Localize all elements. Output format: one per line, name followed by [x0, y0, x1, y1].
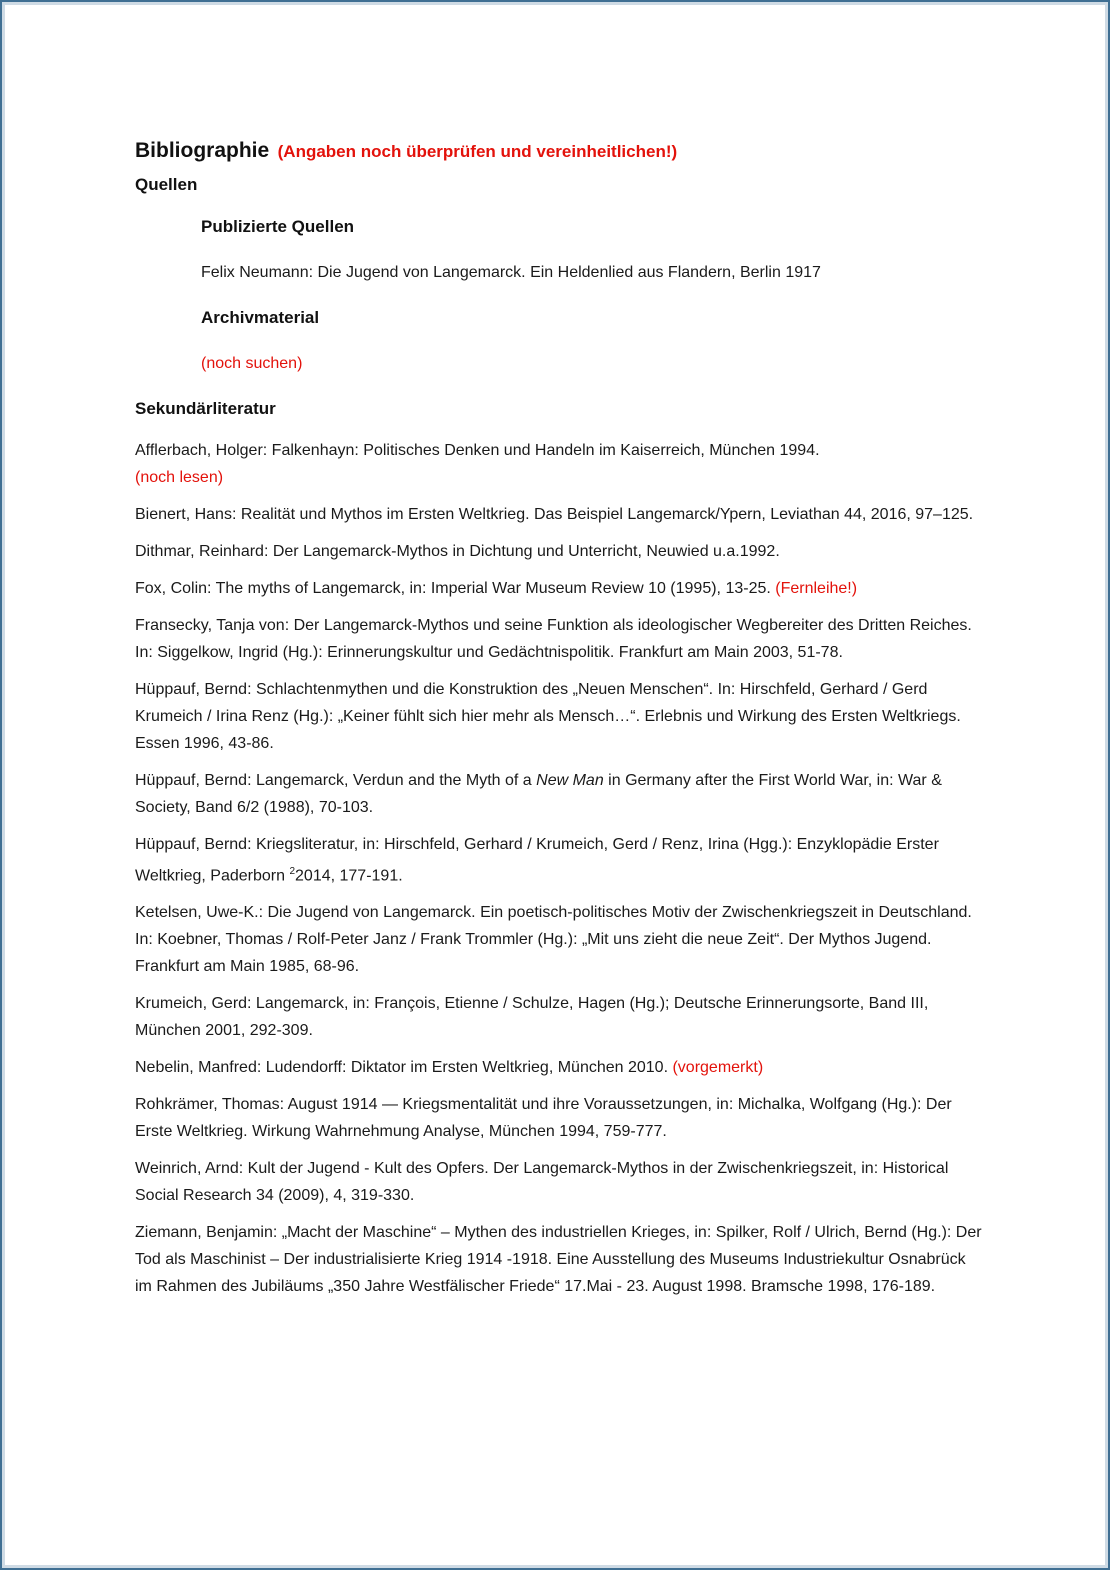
entry-text: Ziemann, Benjamin: „Macht der Maschine“ – Mythen des industriellen Krieges, in: Spilker, Rolf / Ulrich, Bernd (Hg.): Der Tod als Maschinist – Der industrialisierte Krieg 1914 -1918. Eine Ausstellung des Museums Industriekultur Osnabrück im Rahmen des Jubiläums „350 Jahre Westfälischer Friede“ 17.Mai - 23. August 1998. Bramsche 1998, 176-189.: [135, 1224, 982, 1296]
archivmaterial-note: (noch suchen): [201, 355, 303, 372]
entry-text: Dithmar, Reinhard: Der Langemarck-Mythos in Dichtung und Unterricht, Neuwied u.a.1992.: [135, 543, 780, 560]
bibliography-entry: [135, 767, 985, 821]
entry-text: Weinrich, Arnd: Kult der Jugend - Kult des Opfers. Der Langemarck-Mythos in der Zwischenkriegszeit, in: Historical Social Research 34 (2009), 4, 319-330.: [135, 1160, 949, 1205]
publizierte-quellen-heading: Publizierte Quellen: [201, 217, 355, 236]
archivmaterial-heading: Archivmaterial: [201, 308, 320, 327]
entry-text: Hüppauf, Bernd: Schlachtenmythen und die Konstruktion des „Neuen Menschen“. In: Hirschfeld, Gerhard / Gerd Krumeich / Irina Renz (Hg.): „Keiner fühlt sich hier mehr als Mensch…“. Erlebnis und Wirkung des Ersten Weltkriegs. Essen 1996, 43-86.: [135, 681, 961, 752]
entry-text: Rohkrämer, Thomas: August 1914 — Kriegsmentalität und ihre Voraussetzungen, in: Michalka, Wolfgang (Hg.): Der Erste Weltkrieg. Wirkung Wahrnehmung Analyse, München 1994, 759-777.: [135, 1096, 952, 1141]
entry-text: Hüppauf, Bernd: Langemarck, Verdun and the Myth of a: [135, 772, 537, 789]
entry-text: 2014, 177-191.: [295, 867, 403, 885]
entry-text: Fox, Colin: The myths of Langemarck, in: Imperial War Museum Review 10 (1995), 13-25.: [135, 580, 771, 597]
bibliography-entry: [135, 831, 985, 889]
bibliography-entry: [135, 575, 985, 602]
title-text: Bibliographie: [135, 139, 270, 162]
entry-text: Krumeich, Gerd: Langemarck, in: François, Etienne / Schulze, Hagen (Hg.); Deutsche Erinnerungsorte, Band III, München 2001, 292-309.: [135, 995, 929, 1040]
entry-text: in Germany after the First World War, in: War & Society, Band 6/2 (1988), 70-103.: [135, 772, 942, 816]
entry-text: Fransecky, Tanja von: Der Langemarck-Mythos und seine Funktion als ideologischer Wegbereiter des Dritten Reiches. In: Siggelkow, Ingrid (Hg.): Erinnerungskultur und Gedächtnispolitik. Frankfurt am Main 2003, 51-78.: [135, 617, 972, 661]
bibliography-entry: [135, 1054, 985, 1081]
bibliography-entry: [135, 612, 985, 666]
edition-superscript: 2: [289, 866, 296, 877]
bibliography-title: [135, 139, 985, 163]
bibliography: [135, 139, 985, 1310]
entry-note: (vorgemerkt): [672, 1059, 764, 1077]
entry-note: (Fernleihe!): [775, 580, 858, 597]
entry-text: Hüppauf, Bernd: Kriegsliteratur, in: Hirschfeld, Gerhard / Krumeich, Gerd / Renz, Irina (Hgg.): Enzyklopädie Erster Weltkrieg, Paderborn: [135, 836, 939, 885]
publizierte-quellen-entry: Felix Neumann: Die Jugend von Langemarck. Ein Heldenlied aus Flandern, Berlin 1917: [201, 264, 821, 281]
sekundaerliteratur-list: [135, 437, 985, 1300]
bibliography-entry: [135, 899, 985, 980]
bibliography-entry: [135, 1155, 985, 1209]
entry-note: (noch lesen): [135, 469, 224, 486]
title-note: (Angaben noch überprüfen und vereinheitlichen!): [277, 142, 678, 161]
quellen-section: [135, 217, 985, 377]
bibliography-entry: [135, 676, 985, 757]
sekundaerliteratur-heading: Sekundärliteratur: [135, 399, 276, 418]
entry-text: Ketelsen, Uwe-K.: Die Jugend von Langemarck. Ein poetisch-politisches Motiv der Zwischenkriegszeit in Deutschland. In: Koebner, Thomas / Rolf-Peter Janz / Frank Trommler (Hg.): „Mit uns zieht die neue Zeit“. Der Mythos Jugend. Frankfurt am Main 1985, 68-96.: [135, 904, 972, 976]
bibliography-entry: [135, 1091, 985, 1145]
quellen-heading: Quellen: [135, 175, 198, 194]
bibliography-entry: [135, 501, 985, 528]
bibliography-entry: [135, 437, 985, 491]
entry-text: Bienert, Hans: Realität und Mythos im Ersten Weltkrieg. Das Beispiel Langemarck/Ypern, Leviathan 44, 2016, 97–125.: [135, 506, 974, 523]
entry-text: Afflerbach, Holger: Falkenhayn: Politisches Denken und Handeln im Kaiserreich, München 1994.: [135, 442, 820, 459]
entry-text: Nebelin, Manfred: Ludendorff: Diktator im Ersten Weltkrieg, München 2010.: [135, 1059, 669, 1077]
entry-italic-text: New Man: [536, 772, 604, 789]
bibliography-entry: [135, 538, 985, 565]
bibliography-entry: [135, 990, 985, 1044]
bibliography-entry: [135, 1219, 985, 1300]
